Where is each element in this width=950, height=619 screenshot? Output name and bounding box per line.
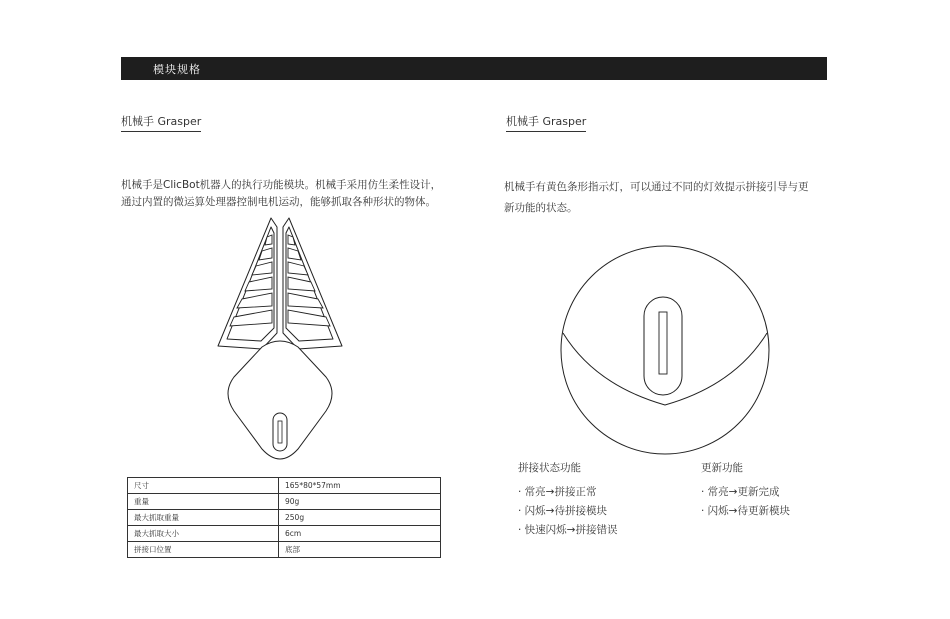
- update-function-item: · 闪烁→待更新模块: [701, 505, 790, 517]
- right-description-line-2: 新功能的状态。: [504, 202, 578, 214]
- left-description-line-1: 机械手是ClicBot机器人的执行功能模块。机械手采用仿生柔性设计，: [121, 179, 442, 191]
- left-description-line-2: 通过内置的微运算处理器控制电机运动，能够抓取各种形状的物体。: [121, 196, 436, 208]
- spec-value: 250g: [279, 510, 441, 526]
- spec-table: [127, 477, 441, 558]
- right-section-title: 机械手 Grasper: [506, 113, 586, 132]
- table-row: [128, 510, 441, 526]
- indicator-light-illustration: [555, 245, 779, 455]
- update-function-title: 更新功能: [701, 462, 743, 474]
- update-function-item: · 常亮→更新完成: [701, 486, 780, 498]
- spec-label: 尺寸: [128, 478, 279, 494]
- splice-status-item: · 闪烁→待拼接模块: [518, 505, 607, 517]
- spec-value: 165*80*57mm: [279, 478, 441, 494]
- left-description: [121, 177, 461, 211]
- spec-label: 最大抓取重量: [128, 510, 279, 526]
- splice-status-section: [518, 460, 617, 540]
- right-description-line-1: 机械手有黄色条形指示灯，可以通过不同的灯效提示拼接引导与更: [504, 181, 809, 193]
- spec-value: 90g: [279, 494, 441, 510]
- splice-status-title: 拼接状态功能: [518, 462, 581, 474]
- spec-label: 最大抓取大小: [128, 526, 279, 542]
- page-header-title: 模块规格: [153, 63, 201, 76]
- table-row: [128, 478, 441, 494]
- right-description: [504, 177, 834, 219]
- spec-label: 拼接口位置: [128, 542, 279, 558]
- splice-status-item: · 常亮→拼接正常: [518, 486, 597, 498]
- update-function-section: [701, 460, 790, 521]
- spec-label: 重量: [128, 494, 279, 510]
- spec-value: 底部: [279, 542, 441, 558]
- left-section-title: 机械手 Grasper: [121, 113, 201, 132]
- splice-status-item: · 快速闪烁→拼接错误: [518, 524, 618, 536]
- grasper-illustration: [210, 215, 350, 467]
- table-row: [128, 542, 441, 558]
- header-bar: [121, 57, 827, 80]
- table-row: [128, 526, 441, 542]
- spec-value: 6cm: [279, 526, 441, 542]
- table-row: [128, 494, 441, 510]
